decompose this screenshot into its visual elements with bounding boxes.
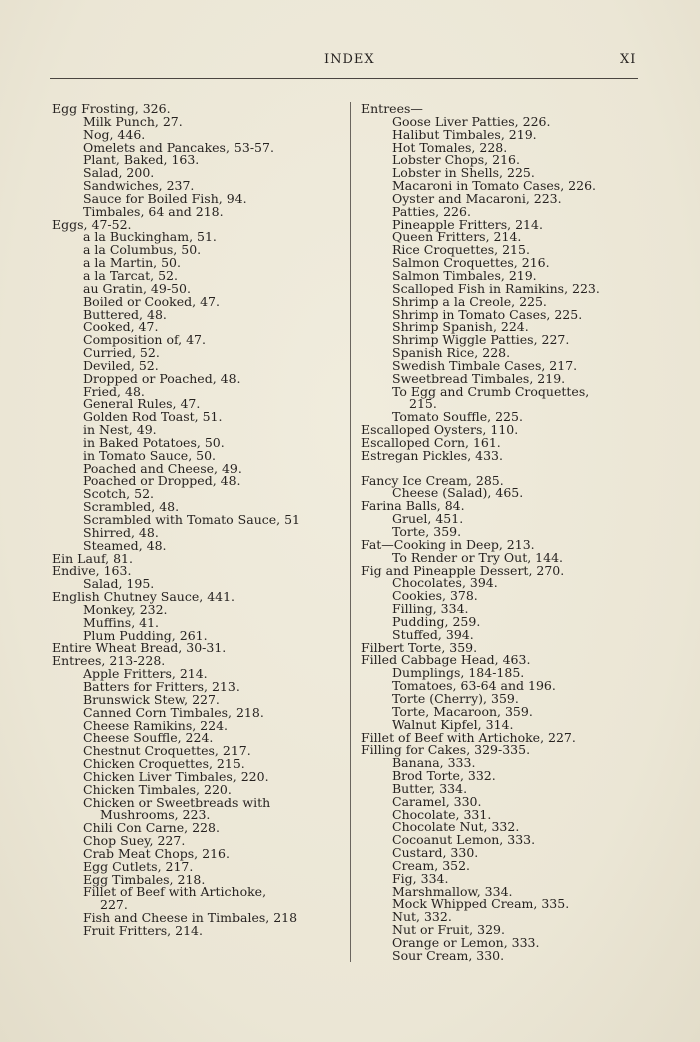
header-rule (50, 78, 638, 79)
index-subentry: Chicken Croquettes, 215. (83, 756, 245, 772)
index-subentry: Spanish Rice, 228. (392, 345, 511, 361)
index-entry: Fig and Pineapple Dessert, 270. (361, 562, 565, 578)
index-subentry: Butter, 334. (392, 780, 468, 796)
page-header (0, 52, 700, 72)
index-subentry: Sweetbread Timbales, 219. (392, 370, 566, 386)
index-subentry: Rice Croquettes, 215. (392, 242, 530, 258)
page-title: INDEX (324, 52, 375, 67)
index-subentry: Omelets and Pancakes, 53-57. (83, 139, 274, 155)
index-subentry: Cheese Souffle, 224. (83, 730, 214, 746)
index-subentry: Banana, 333. (392, 755, 476, 771)
index-subentry: Chocolate Nut, 332. (392, 819, 520, 835)
index-entry: Fillet of Beef with Artichoke, 227. (361, 729, 576, 745)
index-subentry: Chicken Liver Timbales, 220. (83, 768, 269, 784)
index-subentry: Fillet of Beef with Artichoke, (83, 884, 267, 900)
index-subentry: Caramel, 330. (392, 793, 482, 809)
index-subentry: Hot Tomales, 228. (392, 139, 508, 155)
index-subentry: Egg Timbales, 218. (83, 871, 206, 887)
index-subentry: Nog, 446. (83, 126, 146, 142)
index-subentry: Composition of, 47. (83, 332, 206, 348)
index-subentry: To Render or Try Out, 144. (392, 549, 563, 565)
index-subentry: Salad, 195. (83, 576, 155, 592)
page-number: XI (620, 52, 637, 67)
index-subentry: Batters for Fritters, 213. (83, 678, 240, 694)
index-subentry: Dropped or Poached, 48. (83, 370, 241, 386)
index-subentry: Cookies, 378. (392, 588, 478, 604)
index-subentry: Canned Corn Timbales, 218. (83, 704, 264, 720)
index-entry: Eggs, 47-52. (52, 216, 132, 232)
index-subentry: Filling, 334. (392, 601, 469, 617)
index-subentry: Curried, 52. (83, 345, 160, 361)
index-subentry: in Tomato Sauce, 50. (83, 447, 217, 463)
index-subentry: Brunswick Stew, 227. (83, 691, 220, 707)
index-subentry: in Baked Potatoes, 50. (83, 434, 225, 450)
index-subentry: Plum Pudding, 261. (83, 627, 208, 643)
index-subentry: Goose Liver Patties, 226. (392, 113, 551, 129)
index-subentry: Shirred, 48. (83, 524, 159, 540)
index-subentry: Scrambled with Tomato Sauce, 51 (83, 512, 300, 527)
index-subentry: Queen Fritters, 214. (392, 229, 522, 245)
index-subentry: Monkey, 232. (83, 601, 168, 617)
index-column-right (361, 103, 646, 963)
index-entry: Escalloped Corn, 161. (361, 434, 501, 450)
index-subentry: Chicken or Sweetbreads with (83, 794, 271, 810)
index-subentry: Cream, 352. (392, 857, 471, 873)
index-subentry: in Nest, 49. (83, 422, 157, 438)
index-entry: Fancy Ice Cream, 285. (361, 472, 504, 488)
index-subentry: Buttered, 48. (83, 306, 167, 322)
index-entry: Endive, 163. (52, 563, 132, 579)
index-subentry: Chop Suey, 227. (83, 833, 186, 849)
index-subentry: Fig, 334. (392, 870, 449, 886)
index-entry: Egg Frosting, 326. (52, 101, 171, 116)
index-subentry: Scotch, 52. (83, 486, 154, 502)
index-entry: Farina Balls, 84. (361, 498, 465, 514)
index-subentry: Dumplings, 184-185. (392, 665, 525, 681)
index-subentry: Steamed, 48. (83, 537, 167, 553)
index-subentry: Torte (Cherry), 359. (392, 690, 519, 706)
index-column-left (52, 103, 344, 938)
index-subentry: Halibut Timbales, 219. (392, 126, 537, 142)
index-entry: Filled Cabbage Head, 463. (361, 652, 531, 668)
index-subentry: Pineapple Fritters, 214. (392, 216, 543, 232)
index-subentry: Sour Cream, 330. (392, 947, 505, 963)
index-subentry: Custard, 330. (392, 845, 479, 861)
index-subentry: Fried, 48. (83, 383, 145, 399)
index-subentry: Egg Cutlets, 217. (83, 858, 194, 874)
index-subentry: Sauce for Boiled Fish, 94. (83, 190, 247, 206)
index-subentry: Torte, 359. (392, 524, 462, 539)
index-subentry: Gruel, 451. (392, 511, 464, 527)
index-subentry: Poached or Dropped, 48. (83, 473, 241, 489)
index-subentry: Salmon Timbales, 219. (392, 267, 537, 283)
index-subentry: Macaroni in Tomato Cases, 226. (392, 178, 596, 194)
index-subentry: Chicken Timbales, 220. (83, 781, 232, 797)
index-subentry: Scalloped Fish in Ramikins, 223. (392, 280, 600, 296)
index-subentry: Tomatoes, 63-64 and 196. (392, 678, 556, 694)
index-subentry: Boiled or Cooked, 47. (83, 293, 220, 309)
index-subentry: Plant, Baked, 163. (83, 152, 200, 168)
index-subentry: Shrimp in Tomato Cases, 225. (392, 306, 583, 322)
index-subentry: Chocolate, 331. (392, 806, 492, 822)
index-subentry: Pudding, 259. (392, 613, 481, 629)
index-subentry: Cocoanut Lemon, 333. (392, 832, 536, 848)
index-subentry: Salmon Croquettes, 216. (392, 255, 550, 271)
index-entry: Filling for Cakes, 329-335. (361, 742, 531, 758)
index-subentry: Milk Punch, 27. (83, 113, 183, 129)
index-subentry: Mushrooms, 223. (100, 807, 211, 823)
index-subentry: Fish and Cheese in Timbales, 218 (83, 910, 298, 926)
index-subentry: Swedish Timbale Cases, 217. (392, 357, 578, 373)
index-subentry: Poached and Cheese, 49. (83, 460, 242, 476)
index-subentry: To Egg and Crumb Croquettes, (392, 383, 590, 399)
index-subentry: a la Martin, 50. (83, 255, 181, 271)
index-subentry: Nut or Fruit, 329. (392, 922, 505, 938)
index-subentry: Walnut Kipfel, 314. (392, 716, 514, 732)
index-subentry: Golden Rod Toast, 51. (83, 409, 223, 425)
index-subentry: au Gratin, 49-50. (83, 280, 191, 296)
index-subentry: Shrimp a la Creole, 225. (392, 293, 547, 309)
index-subentry: Deviled, 52. (83, 357, 159, 373)
index-entry: Escalloped Oysters, 110. (361, 422, 519, 438)
index-subentry: Mock Whipped Cream, 335. (392, 896, 570, 912)
index-subentry: Oyster and Macaroni, 223. (392, 190, 562, 206)
index-subentry: General Rules, 47. (83, 396, 201, 412)
column-divider (350, 102, 351, 962)
index-subentry: Cheese (Salad), 465. (392, 485, 524, 501)
index-subentry: Chocolates, 394. (392, 575, 498, 591)
index-subentry: Tomato Souffle, 225. (392, 409, 523, 425)
index-subentry: Fruit Fritters, 214. (83, 923, 203, 938)
index-subentry: 215. (409, 396, 437, 412)
index-entry: Entrees— (361, 101, 423, 116)
index-subentry: Salad, 200. (83, 165, 155, 181)
index-subentry: a la Tarcat, 52. (83, 267, 178, 283)
index-subentry: Apple Fritters, 214. (83, 666, 208, 682)
index-subentry: Chili Con Carne, 228. (83, 820, 220, 836)
index-subentry: Patties, 226. (392, 203, 471, 219)
index-subentry: Timbales, 64 and 218. (83, 203, 224, 219)
index-subentry: Nut, 332. (392, 909, 452, 925)
index-entry: Entrees, 213-228. (52, 653, 166, 669)
index-entry: English Chutney Sauce, 441. (52, 589, 236, 605)
index-entry: Fat—Cooking in Deep, 213. (361, 536, 535, 552)
index-subentry: Stuffed, 394. (392, 626, 474, 642)
index-entry: Filbert Torte, 359. (361, 639, 478, 655)
index-entry: Entire Wheat Bread, 30-31. (52, 640, 227, 656)
index-subentry: Brod Torte, 332. (392, 768, 496, 784)
index-subentry: Muffins, 41. (83, 614, 160, 630)
index-subentry: Crab Meat Chops, 216. (83, 845, 230, 861)
index-subentry: Scrambled, 48. (83, 499, 180, 515)
index-subentry: Torte, Macaroon, 359. (392, 703, 533, 719)
index-entry: Ein Lauf, 81. (52, 550, 133, 566)
index-subentry: a la Buckingham, 51. (83, 229, 217, 245)
index-entry: Estregan Pickles, 433. (361, 447, 503, 463)
index-subentry: Lobster Chops, 216. (392, 152, 520, 168)
index-subentry: a la Columbus, 50. (83, 242, 202, 258)
index-subentry: Lobster in Shells, 225. (392, 165, 535, 181)
index-subentry: Cooked, 47. (83, 319, 159, 335)
index-subentry: Cheese Ramikins, 224. (83, 717, 229, 733)
index-subentry: Sandwiches, 237. (83, 178, 195, 194)
index-subentry: 227. (100, 897, 128, 913)
index-subentry: Marshmallow, 334. (392, 883, 513, 899)
index-subentry: Shrimp Wiggle Patties, 227. (392, 332, 570, 348)
index-subentry: Shrimp Spanish, 224. (392, 319, 529, 335)
index-subentry: Chestnut Croquettes, 217. (83, 743, 251, 759)
index-subentry: Orange or Lemon, 333. (392, 935, 540, 950)
